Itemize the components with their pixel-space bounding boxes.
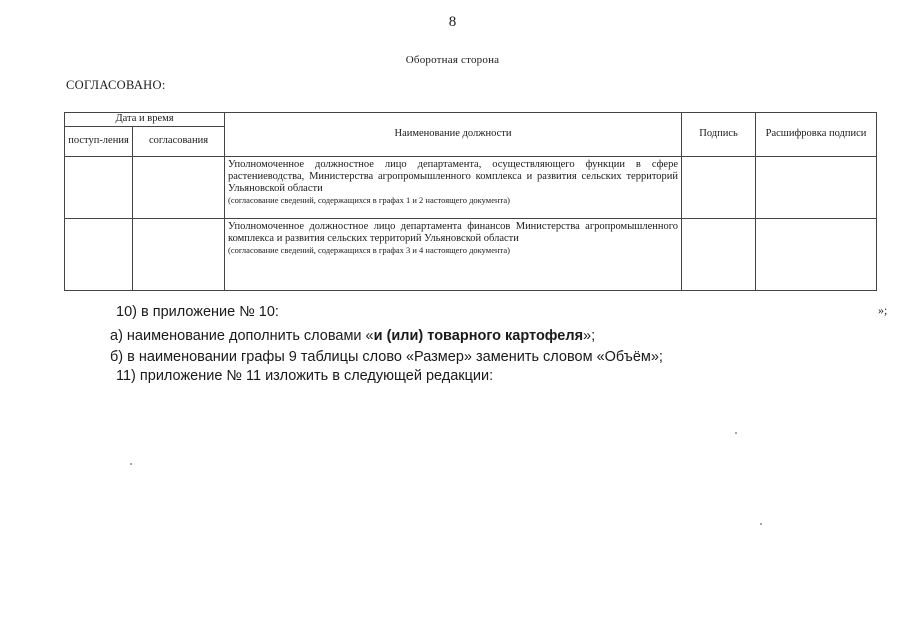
item-a-bold-text: и (или) товарного картофеля [373,328,584,344]
cell-signature [682,219,756,291]
cell-approval [133,157,225,219]
header-signature-decoding: Расшифровка подписи [756,113,877,157]
scan-speck [735,432,737,434]
cell-signature-decoding [756,219,877,291]
header-approval: согласования [133,127,225,157]
table-row [65,157,877,219]
position-note: (согласование сведений, содержащихся в графах 1 и 2 настоящего документа) [228,195,510,206]
page-subtitle: Оборотная сторона [405,54,500,66]
position-note: (согласование сведений, содержащихся в графах 3 и 4 настоящего документа) [228,245,510,256]
amendment-heading-11: 11) приложение № 11 изложить в следующей редакции: [116,368,494,384]
cell-position [225,157,682,219]
cell-signature-decoding [756,157,877,219]
header-date-time: Дата и время [65,113,225,127]
scan-speck [130,463,132,465]
cell-signature [682,157,756,219]
cell-receipt [65,219,133,291]
position-text: Уполномоченное должностное лицо департамента, осуществляющего функции в сфере растениеводства, Министерства агропромышленного комплекса и развития сельских территорий Ульяновской области [228,159,679,195]
position-text: Уполномоченное должностное лицо департамента финансов Министерства агропромышленного комплекса и развития сельских территорий Ульяновской области [228,221,679,245]
amendment-heading-10: 10) в приложение № 10: [116,304,279,320]
scan-speck [760,523,762,525]
agreed-heading: СОГЛАСОВАНО: [66,78,166,92]
amendment-item-a [110,328,595,344]
cell-approval [133,219,225,291]
header-position: Наименование должности [225,113,682,157]
item-a-suffix: »; [583,328,596,344]
page-number: 8 [448,14,457,30]
header-receipt: поступ-ления [65,127,133,157]
amendment-item-b: б) в наименовании графы 9 таблицы слово «Размер» заменить словом «Объём»; [110,349,663,365]
header-signature: Подпись [682,113,756,157]
cell-position [225,219,682,291]
closing-quote: »; [878,303,888,317]
cell-receipt [65,157,133,219]
item-a-prefix: а) наименование дополнить словами « [110,328,374,344]
approval-table [64,112,877,291]
table-row [65,219,877,291]
